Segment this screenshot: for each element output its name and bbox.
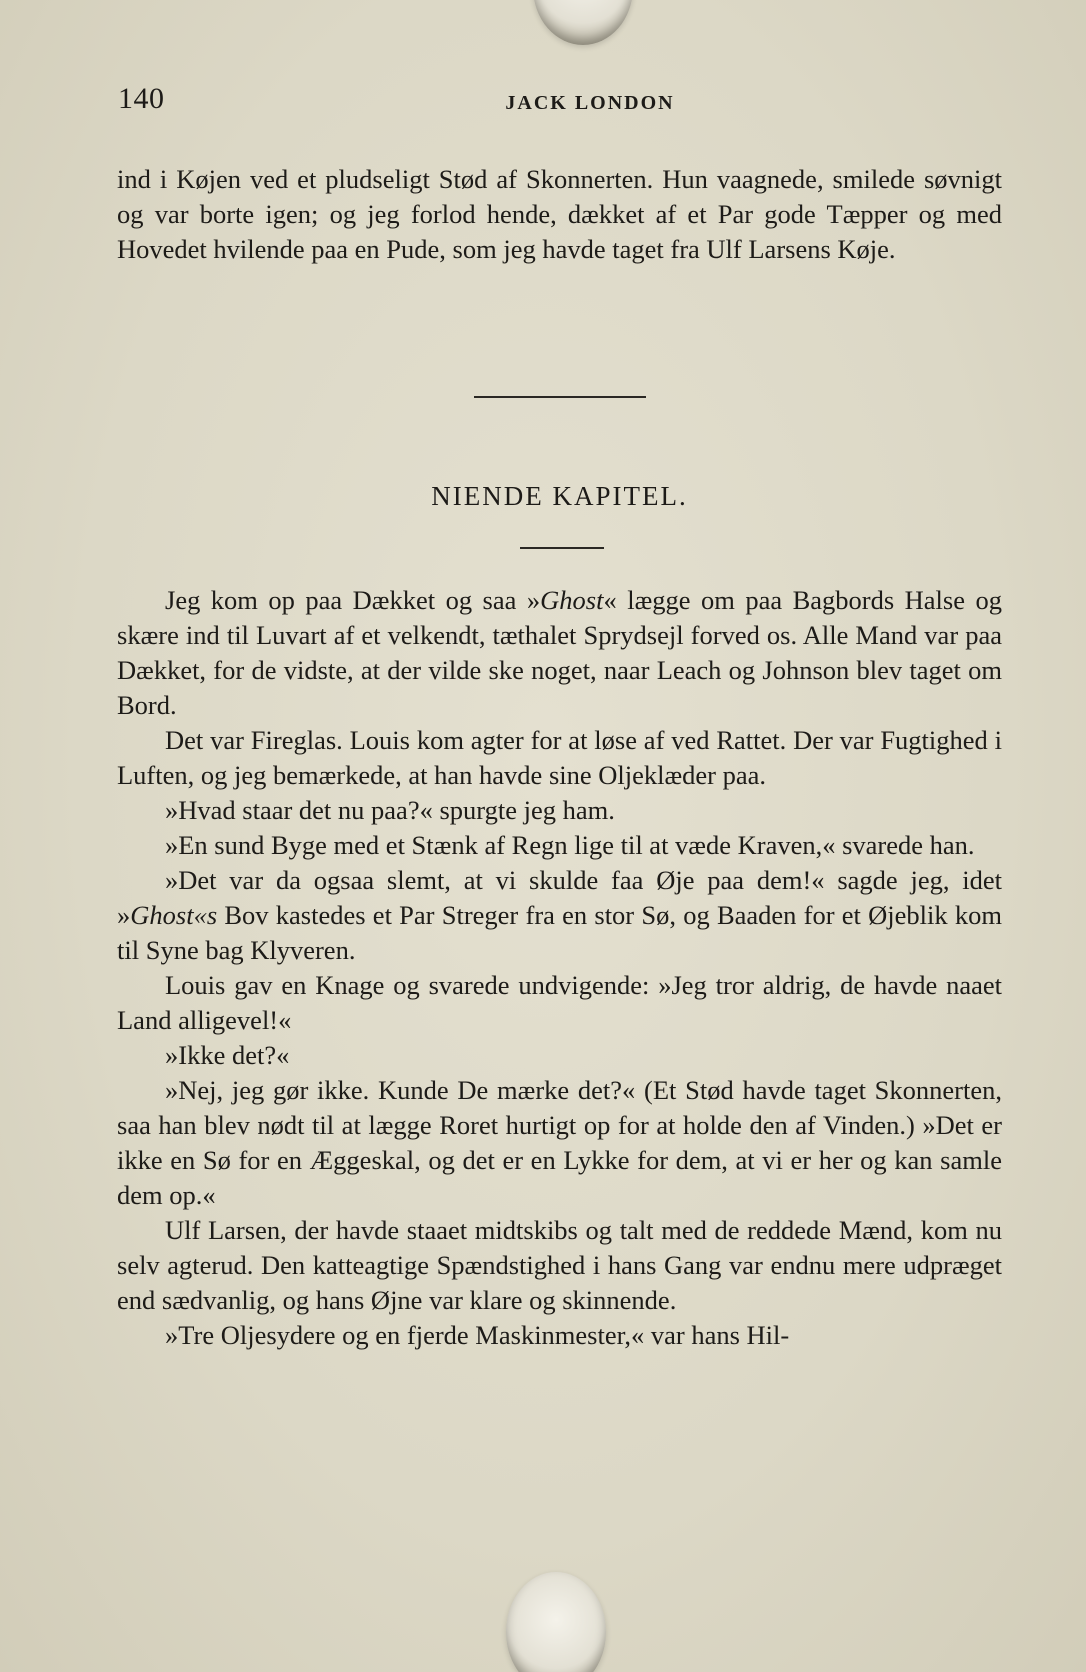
chapter-text-block xyxy=(117,583,1002,1353)
chapter-divider xyxy=(520,547,604,549)
binding-hole-bottom xyxy=(506,1572,606,1672)
page-header xyxy=(118,82,1002,122)
paragraph-9: Ulf Larsen, der havde staaet midtskibs og talt med de reddede Mænd, kom nu selv agterud. Den katteagtige Spændstighed i hans Gang var endnu mere udpræget end sædvanlig, og hans Øjne var klare og skinnende. xyxy=(117,1215,1002,1315)
paragraph-8: »Nej, jeg gør ikke. Kunde De mærke det?« (Et Stød havde taget Skonnerten, saa han blev nødt til at lægge Roret hurtigt op for at holde den af Vinden.) »Det er ikke en Sø for en Æggeskal, og det er en Lykke for dem, at vi er her og kan samle dem op.« xyxy=(117,1075,1002,1210)
chapter-heading: NIENDE KAPITEL. xyxy=(431,481,688,511)
continuation-text-block xyxy=(117,162,1002,267)
section-divider xyxy=(474,396,646,398)
paragraph-5: »Det var da ogsaa slemt, at vi skulde faa Øje paa dem!« sagde jeg, idet »Ghost«s Bov kastedes et Par Streger fra en stor Sø, og Baaden for et Øjeblik kom til Syne bag Klyveren. xyxy=(117,865,1002,965)
paragraph-3: »Hvad staar det nu paa?« spurgte jeg ham. xyxy=(165,795,615,825)
paragraph-10: »Tre Oljesydere og en fjerde Maskinmester,« var hans Hil- xyxy=(165,1320,790,1350)
paragraph-1: Jeg kom op paa Dækket og saa »Ghost« lægge om paa Bagbords Halse og skære ind til Luvart af et velkendt, tæthalet Sprydsejl forved os. Alle Mand var paa Dækket, for de vidste, at der vilde ske noget, naar Leach og Johnson blev taget om Bord. xyxy=(117,585,1002,720)
paragraph-2: Det var Fireglas. Louis kom agter for at løse af ved Rattet. Der var Fugtighed i Luften, og jeg bemærkede, at han havde sine Oljeklæder paa. xyxy=(117,725,1002,790)
paragraph-7: »Ikke det?« xyxy=(165,1040,290,1070)
continuation-paragraph: ind i Køjen ved et pludseligt Stød af Skonnerten. Hun vaagnede, smilede søvnigt og var borte igen; og jeg forlod hende, dækket af et Par gode Tæpper og med Hovedet hvilende paa en Pude, som jeg havde taget fra Ulf Larsens Køje. xyxy=(117,164,1002,264)
binding-hole-top xyxy=(533,0,633,45)
running-head: JACK LONDON xyxy=(505,92,675,114)
page-number: 140 xyxy=(118,82,165,115)
ship-name: Ghost xyxy=(540,585,604,615)
paragraph-6: Louis gav en Knage og svarede undvigende: »Jeg tror aldrig, de havde naaet Land alligevel!« xyxy=(117,970,1002,1035)
paragraph-4: »En sund Byge med et Stænk af Regn lige til at væde Kraven,« svarede han. xyxy=(165,830,975,860)
ship-name: Ghost«s xyxy=(130,900,218,930)
